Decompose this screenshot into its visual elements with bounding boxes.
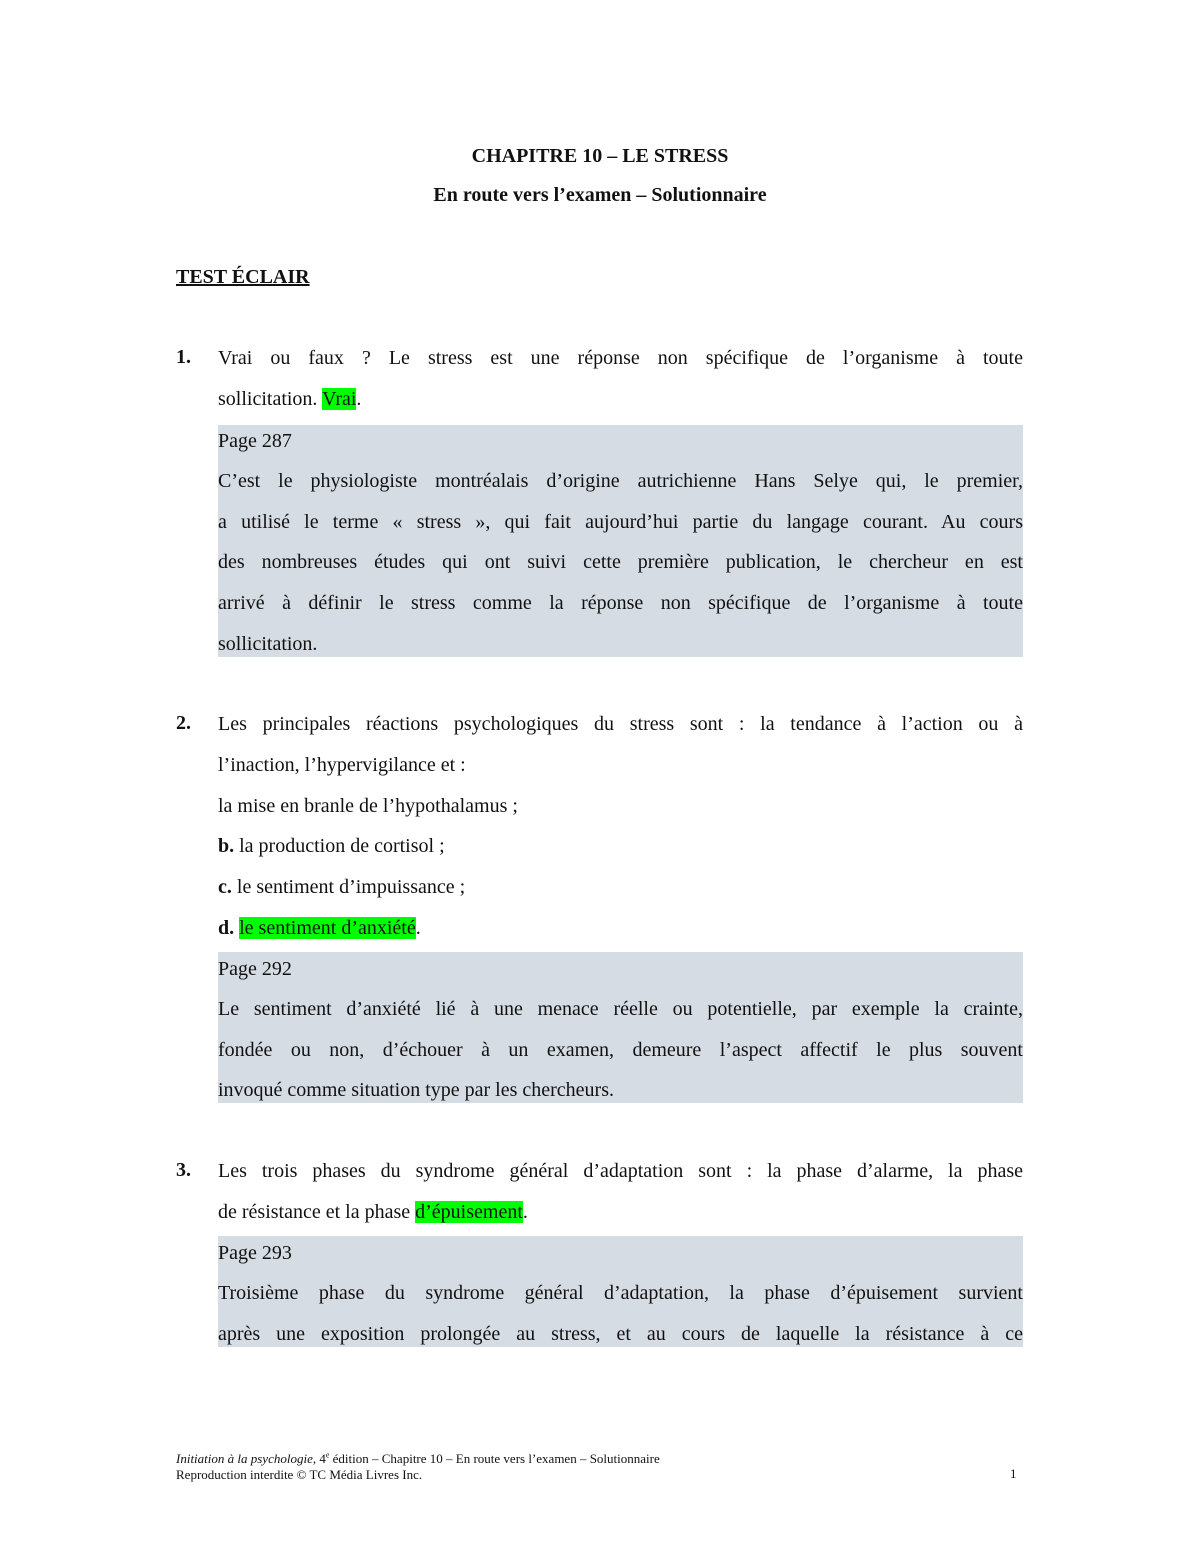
explanation-2-line: Le sentiment d’anxiété lié à une menace réelle ou potentielle, par exemple la crainte, [218, 998, 1023, 1020]
document-subtitle: En route vers l’examen – Solutionnaire [433, 184, 767, 206]
question-1-number: 1. [176, 346, 191, 368]
question-1-answer: Vrai [322, 388, 357, 410]
explanation-1-page-ref: Page 287 [218, 430, 292, 452]
footer-copyright: Reproduction interdite © TC Média Livres Inc. [176, 1467, 423, 1482]
footer-edition: , 4 [312, 1451, 326, 1466]
section-title: TEST ÉCLAIR [176, 266, 310, 288]
footer-citation [176, 1451, 660, 1466]
question-1-text: sollicitation. [218, 388, 323, 410]
question-1-line-2 [218, 387, 1023, 411]
explanation-1-line: C’est le physiologiste montréalais d’origine autrichienne Hans Selye qui, le premier, [218, 470, 1023, 492]
explanation-1-line: arrivé à définir le stress comme la réponse non spécifique de l’organisme à toute [218, 592, 1023, 614]
option-d-letter: d. [218, 917, 235, 939]
explanation-3-line: après une exposition prolongée au stress, et au cours de laquelle la résistance à ce [218, 1323, 1023, 1345]
option-a: la mise en branle de l’hypothalamus ; [218, 795, 518, 817]
question-3-line-2 [218, 1200, 1023, 1224]
explanation-box-1 [218, 425, 1023, 657]
option-b [218, 834, 1023, 858]
option-b-letter: b. [218, 835, 235, 857]
explanation-1-line: des nombreuses études qui ont suivi cette première publication, le chercheur en est [218, 551, 1023, 573]
question-3-line-1: Les trois phases du syndrome général d’adaptation sont : la phase d’alarme, la phase [218, 1160, 1023, 1182]
question-3-punct: . [522, 1201, 528, 1223]
question-2-line-2: l’inaction, l’hypervigilance et : [218, 754, 466, 776]
explanation-2-page-ref: Page 292 [218, 958, 292, 980]
question-1-punct: . [356, 388, 362, 410]
explanation-3-page-ref: Page 293 [218, 1242, 292, 1264]
option-b-text: la production de cortisol ; [234, 835, 445, 857]
option-d-punct: . [415, 917, 421, 939]
question-2-number: 2. [176, 712, 191, 734]
footer-edition-rest: édition – Chapitre 10 – En route vers l’examen – Solutionnaire [329, 1451, 660, 1466]
option-d-answer: le sentiment d’anxiété [239, 917, 416, 939]
option-c [218, 875, 1023, 899]
question-3-number: 3. [176, 1159, 191, 1181]
option-c-text: le sentiment d’impuissance ; [231, 876, 466, 898]
explanation-1-line: sollicitation. [218, 633, 318, 655]
explanation-2-line: invoqué comme situation type par les chercheurs. [218, 1079, 614, 1101]
footer-book-title: Initiation à la psychologie [176, 1451, 313, 1466]
option-c-letter: c. [218, 876, 232, 898]
explanation-2-line: fondée ou non, d’échouer à un examen, demeure l’aspect affectif le plus souvent [218, 1039, 1023, 1061]
option-d [218, 916, 1023, 940]
page-number: 1 [1010, 1466, 1017, 1481]
chapter-title: CHAPITRE 10 – LE STRESS [471, 145, 729, 167]
question-1-line-1: Vrai ou faux ? Le stress est une réponse non spécifique de l’organisme à toute [218, 347, 1023, 369]
footer-edition-sup: e [325, 1450, 330, 1460]
question-3-answer: d’épuisement [415, 1201, 523, 1223]
explanation-1-line: a utilisé le terme « stress », qui fait aujourd’hui partie du langage courant. Au cours [218, 511, 1023, 533]
question-2-line-1: Les principales réactions psychologiques du stress sont : la tendance à l’action ou à [218, 713, 1023, 735]
explanation-3-line: Troisième phase du syndrome général d’adaptation, la phase d’épuisement survient [218, 1282, 1023, 1304]
question-3-text: de résistance et la phase [218, 1201, 416, 1223]
